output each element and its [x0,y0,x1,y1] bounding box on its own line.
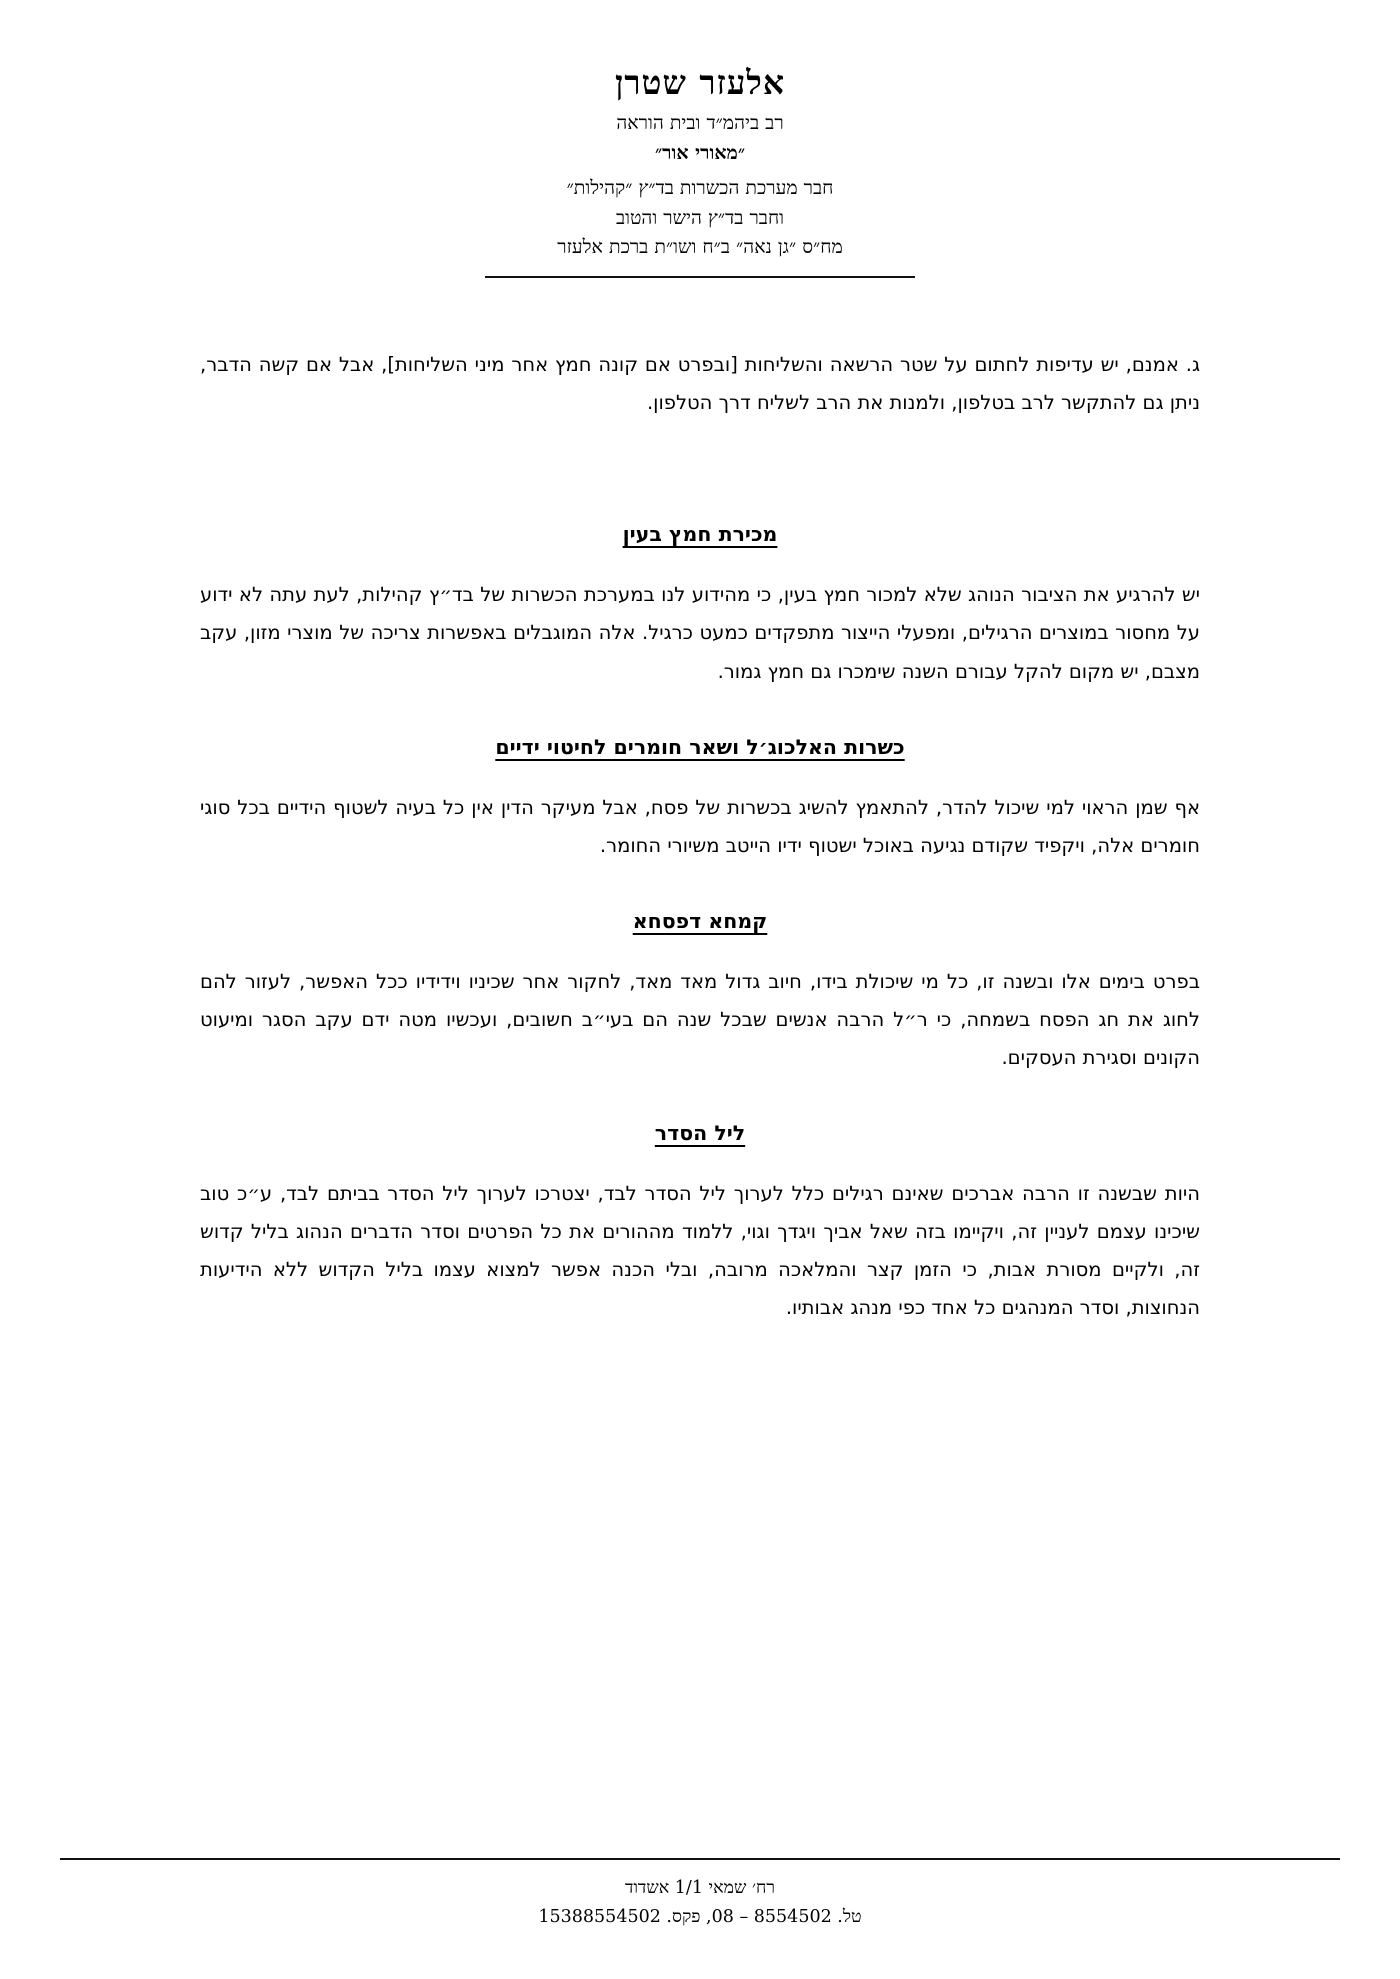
letterhead [0,0,1400,278]
paragraph-kimcha-depischa: בפרט בימים אלו ובשנה זו, כל מי שיכולת בידו, חיוב גדול מאד מאד, לחקור אחר שכיניו וידידיו ככל האפשר, לעזור להם לחוג את חג הפסח בשמחה, כי ר״ל הרבה אנשים שבכל שנה הם בעי״ב חשובים, ועכשיו מטה ידם עקב הסגר ומיעוט הקונים וסגירת העסקים. [200,969,1200,1069]
letterhead-title-2: ״מאורי אור״ [654,141,746,164]
footer-address: רח׳ שמאי 1/1 אשדוד [625,1877,775,1898]
footer-contact: טל. 8554502 – 08, פקס. 15388554502 [538,1907,862,1928]
paragraph-mechirat-chametz: יש להרגיע את הציבור הנוהג שלא למכור חמץ בעין, כי מהידוע לנו במערכת הכשרות של בד״ץ קהילות, לעת עתה לא ידוע על מחסור במוצרים הרגילים, ומפעלי הייצור מתפקדים כמעט כרגיל. אלה המוגבלים באפשרות צריכה של מוצרי מזון, עקב מצבם, יש מקום להקל עבורם השנה שימכרו גם חמץ גמור. [200,583,1200,683]
section-heading-alcogel: כשרות האלכוג׳ל ושאר חומרים לחיטוי ידיים [495,734,905,759]
letterhead-title-5: מח״ס ״גן נאה״ ב״ח ושו״ת ברכת אלעזר [557,236,843,258]
letterhead-title-4: וחבר בד״ץ הישר והטוב [615,206,785,229]
paragraph-leil-haseder: היות שבשנה זו הרבה אברכים שאינם רגילים כלל לערוך ליל הסדר לבד, יצטרכו לערוך ליל הסדר בביתם לבד, ע״כ טוב שיכינו עצמם לעניין זה, ויקיימו בזה שאל אביך ויגדך וגוי, ללמוד מההורים את כל הפרטים וסדר הדברים הנהוג בליל קדוש זה, ולקיים מסורת אבות, כי הזמן קצר והמלאכה מרובה, ובלי הכנה אפשר למצוא עצמו בליל הקדוש ללא הידיעות הנחוצות, וסדר המנהגים כל אחד כפי מנהג אבותיו. [200,1181,1200,1319]
section-heading-kimcha-depischa: קמחא דפסחא [632,908,768,933]
section-heading-leil-haseder: ליל הסדר [654,1120,746,1145]
footer-divider [60,1858,1340,1860]
letterhead-title-1: רב ביהמ״ד ובית הוראה [616,112,784,135]
page-footer [0,1858,1400,1934]
paragraph-alcogel: אף שמן הראוי למי שיכול להדר, להתאמץ להשיג בכשרות של פסח, אבל מעיקר הדין אין כל בעיה לשטוף הידיים בכל סוגי חומרים אלה, ויקפיד שקודם נגיעה באוכל ישטוף ידיו הייטב משיורי החומר. [200,795,1200,857]
paragraph-gimel: ג. אמנם, יש עדיפות לחתום על שטר הרשאה והשליחות [ובפרט אם קונה חמץ אחר מיני השליחות], אבל אם קשה הדבר, ניתן גם להתקשר לרב בטלפון, ולמנות את הרב לשליח דרך הטלפון. [200,353,1200,415]
document-body [200,278,1200,1326]
letterhead-name: אלעזר שטרן [614,63,786,102]
section-heading-mechirat-chametz: מכירת חמץ בעין [622,522,778,547]
letterhead-title-3: חבר מערכת הכשרות בד״ץ ״קהילות״ [566,177,834,200]
